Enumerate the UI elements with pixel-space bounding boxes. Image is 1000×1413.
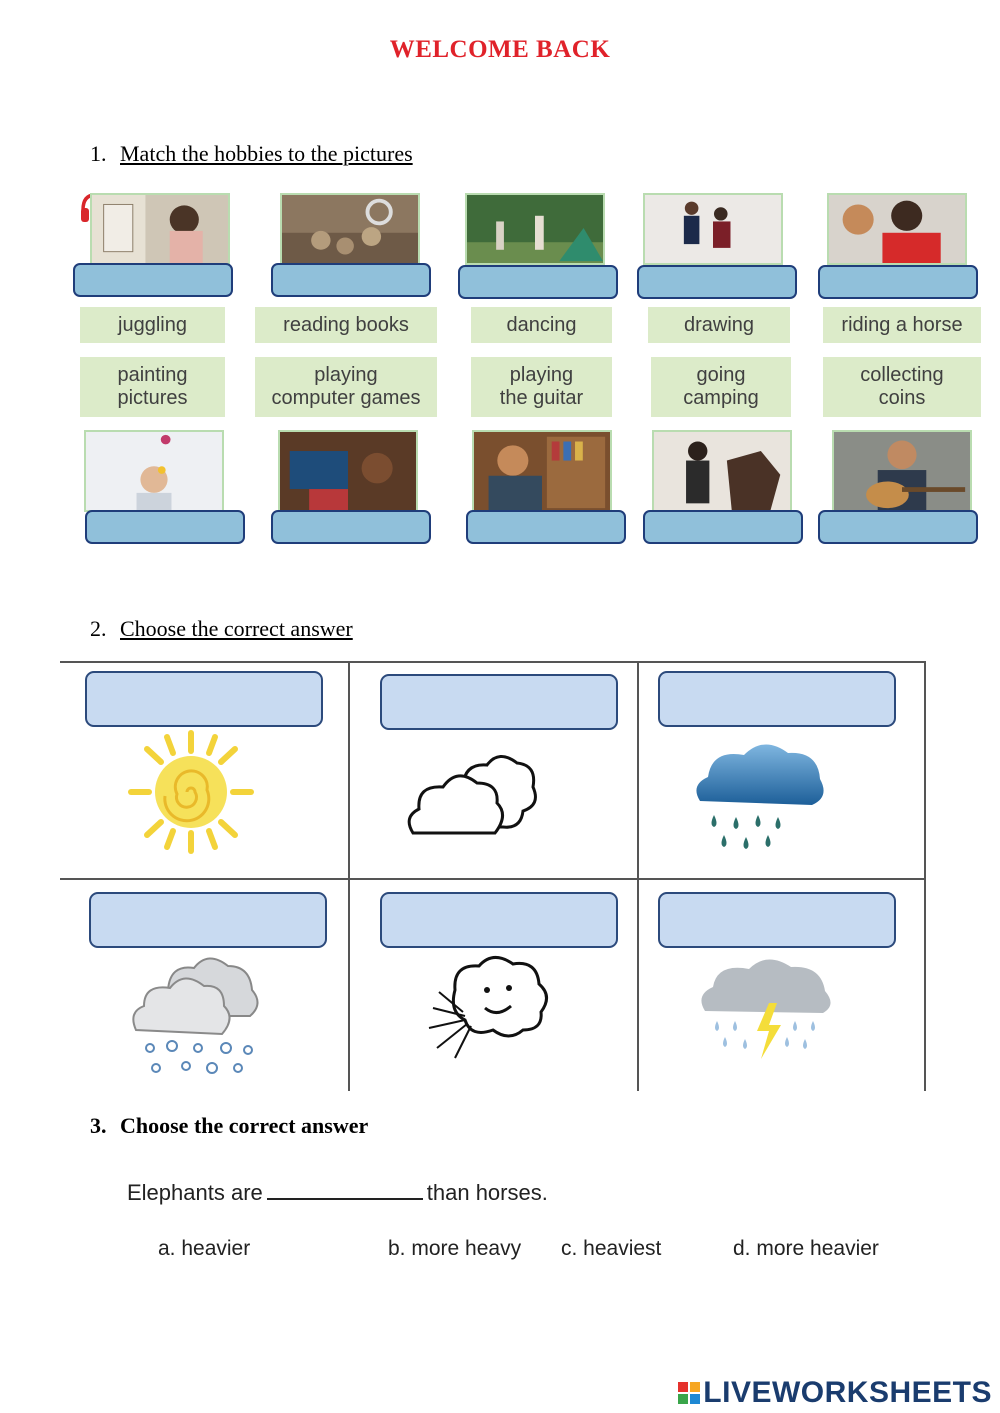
logo-squares-icon — [678, 1382, 700, 1404]
section-3-title: Choose the correct answer — [120, 1113, 369, 1138]
answer-box-bottom-5[interactable] — [818, 510, 978, 544]
weather-answer-box-4[interactable] — [89, 892, 327, 948]
page-title: WELCOME BACK — [389, 36, 611, 63]
weather-answer-box-6[interactable] — [658, 892, 896, 948]
word-line: computer games — [271, 387, 421, 409]
grid-line — [637, 661, 639, 1091]
word-dancing: dancing — [471, 307, 612, 343]
painting-photo — [90, 193, 230, 265]
option-c[interactable]: c. heaviest — [561, 1237, 662, 1260]
cloudy-icon — [403, 745, 541, 845]
coins-photo — [280, 193, 420, 265]
section-3-number: 3. — [90, 1113, 107, 1138]
section-1-title: Match the hobbies to the pictures — [120, 141, 413, 166]
dancing-photo — [643, 193, 783, 265]
word-playing-computer-games — [255, 357, 437, 417]
grid-line — [924, 661, 926, 1091]
section-1-number: 1. — [90, 141, 107, 166]
answer-box-bottom-4[interactable] — [643, 510, 803, 544]
weather-answer-box-3[interactable] — [658, 671, 896, 727]
question-blank[interactable] — [267, 1180, 423, 1200]
rainy-icon — [688, 735, 828, 857]
word-going-camping — [651, 357, 791, 417]
logo-square — [690, 1382, 700, 1392]
word-line: collecting — [860, 364, 944, 386]
word-drawing: drawing — [648, 307, 790, 343]
question-before: Elephants are — [127, 1180, 263, 1205]
word-playing-the-guitar — [471, 357, 612, 417]
section-3-heading — [90, 1113, 368, 1139]
word-riding-a-horse: riding a horse — [823, 307, 981, 343]
answer-box-bottom-1[interactable] — [85, 510, 245, 544]
answer-box-bottom-2[interactable] — [271, 510, 431, 544]
option-d[interactable]: d. more heavier — [733, 1237, 879, 1260]
word-reading-books: reading books — [255, 307, 437, 343]
word-line: pictures — [117, 387, 188, 409]
brand-name: LIVEWORKSHEETS — [703, 1376, 992, 1409]
logo-square — [678, 1382, 688, 1392]
word-line: playing — [509, 364, 574, 386]
word-line: painting — [117, 364, 188, 386]
grid-line — [60, 878, 926, 880]
answer-box-top-5[interactable] — [818, 265, 978, 299]
section-1-heading — [90, 141, 413, 167]
word-line: the guitar — [499, 387, 584, 409]
weather-answer-box-2[interactable] — [380, 674, 618, 730]
reading-photo — [472, 430, 612, 512]
answer-box-top-4[interactable] — [637, 265, 797, 299]
drawing-photo — [827, 193, 967, 265]
weather-answer-box-5[interactable] — [380, 892, 618, 948]
grid-line — [60, 661, 926, 663]
section-2-title: Choose the correct answer — [120, 616, 353, 641]
option-b[interactable]: b. more heavy — [388, 1237, 522, 1260]
word-collecting-coins — [823, 357, 981, 417]
snowy-icon — [128, 950, 266, 1078]
juggling-photo — [84, 430, 224, 512]
horse-riding-photo — [652, 430, 792, 512]
word-line: going — [696, 364, 746, 386]
windy-icon — [425, 950, 555, 1064]
computer-games-photo — [278, 430, 418, 512]
word-juggling: juggling — [80, 307, 225, 343]
answer-box-top-3[interactable] — [458, 265, 618, 299]
word-line: camping — [683, 387, 759, 409]
stormy-icon — [695, 955, 837, 1070]
option-a[interactable]: a. heavier — [158, 1237, 251, 1260]
section-2-heading — [90, 616, 353, 642]
question-sentence — [127, 1180, 548, 1206]
answer-box-top-2[interactable] — [271, 263, 431, 297]
answer-box-top-1[interactable] — [73, 263, 233, 297]
weather-answer-box-1[interactable] — [85, 671, 323, 727]
word-painting-pictures — [80, 357, 225, 417]
liveworksheets-logo — [678, 1376, 992, 1410]
answer-box-bottom-3[interactable] — [466, 510, 626, 544]
logo-square — [678, 1394, 688, 1404]
word-line: coins — [878, 387, 926, 409]
question-after: than horses. — [426, 1180, 548, 1205]
grid-line — [348, 661, 350, 1091]
guitar-photo — [832, 430, 972, 512]
logo-square — [690, 1394, 700, 1404]
sunny-icon — [125, 727, 257, 857]
section-2-number: 2. — [90, 616, 107, 641]
word-line: playing — [314, 364, 378, 386]
camping-photo — [465, 193, 605, 265]
